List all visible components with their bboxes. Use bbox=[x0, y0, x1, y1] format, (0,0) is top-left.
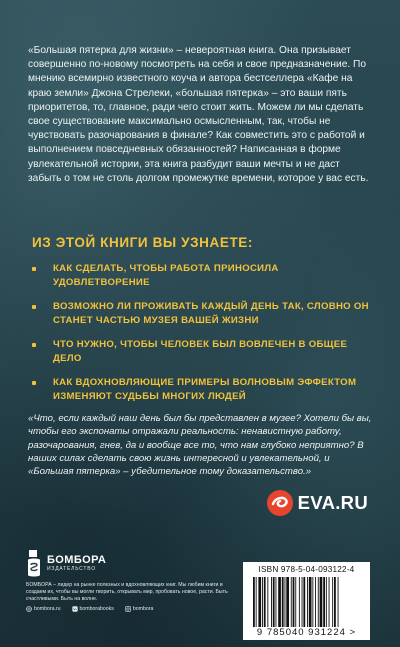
barcode-bar bbox=[276, 577, 277, 627]
learn-list-item bbox=[32, 376, 372, 404]
publisher-logo bbox=[26, 548, 106, 578]
barcode-bar bbox=[264, 577, 266, 627]
barcode-bar bbox=[295, 577, 296, 627]
barcode-bar bbox=[273, 577, 275, 627]
barcode-bar bbox=[262, 577, 263, 627]
barcode-bar bbox=[285, 577, 286, 627]
barcode-bar bbox=[315, 577, 316, 627]
barcode-bar bbox=[338, 577, 339, 627]
learn-list bbox=[32, 262, 372, 414]
publisher-name-block bbox=[47, 554, 106, 572]
learn-item-text: КАК СДЕЛАТЬ, ЧТОБЫ РАБОТА ПРИНОСИЛА УДОВЛЕТВОРЕНИЕ bbox=[53, 263, 279, 288]
bullet-icon bbox=[32, 381, 36, 385]
barcode-bar bbox=[267, 577, 268, 627]
publisher-subtitle: ИЗДАТЕЛЬСТВО bbox=[47, 566, 96, 572]
learn-list-item bbox=[32, 262, 372, 290]
barcode-bar bbox=[299, 577, 300, 627]
publisher-tagline: БОМБОРА – лидер на рынке полезных и вдохновляющих книг. Мы любим книги и создаем их, чтобы вы могли творить, открывать мир, пробовать новое, расти. Быть счастливыми. Быть на волне. bbox=[26, 582, 228, 602]
eva-logo bbox=[266, 488, 368, 518]
bullet-icon bbox=[32, 305, 36, 309]
barcode-bar bbox=[334, 577, 336, 627]
quote-paragraph: «Что, если каждый наш день был бы представлен в музее? Хотели бы вы, чтобы его экспонаты отражали реальность: ненавистную работу, разочарования, гнев, да и вообще все то, что нам глубоко неприятно? В наших силах сделать свою жизнь интересной и увлекательной, и «Большая пятерка» – убедительное тому доказательство.» bbox=[28, 413, 372, 478]
eva-brand-text: EVA.RU bbox=[297, 492, 368, 513]
barcode-bar bbox=[303, 577, 305, 627]
learn-heading: ИЗ ЭТОЙ КНИГИ ВЫ УЗНАЕТЕ: bbox=[32, 235, 254, 250]
barcode-bar bbox=[258, 577, 261, 627]
barcode-bar bbox=[291, 577, 292, 627]
learn-list-item bbox=[32, 300, 372, 328]
social-instagram[interactable] bbox=[125, 606, 153, 612]
barcode-bar bbox=[323, 577, 325, 627]
social-website-label: bombora.ru bbox=[34, 606, 61, 612]
bullet-icon bbox=[32, 267, 36, 271]
barcode-bar bbox=[329, 577, 330, 627]
instagram-icon bbox=[125, 606, 131, 612]
barcode-bar bbox=[307, 577, 308, 627]
vk-icon bbox=[72, 606, 78, 612]
social-vk[interactable] bbox=[72, 606, 114, 612]
learn-list-item bbox=[32, 338, 372, 366]
barcode-bar bbox=[253, 577, 255, 627]
social-website[interactable] bbox=[26, 606, 61, 612]
learn-item-text: ЧТО НУЖНО, ЧТОБЫ ЧЕЛОВЕК БЫЛ ВОВЛЕЧЕН В ОБЩЕЕ ДЕЛО bbox=[53, 339, 348, 364]
social-links bbox=[26, 606, 164, 612]
bullet-icon bbox=[32, 343, 36, 347]
barcode-bar bbox=[326, 577, 327, 627]
isbn-digits: 9 785040 931224 > bbox=[256, 627, 357, 638]
learn-item-text: КАК ВДОХНОВЛЯЮЩИЕ ПРИМЕРЫ ВОЛНОВЫМ ЭФФЕКТОМ ИЗМЕНЯЮТ СУДЬБЫ МНОГИХ ЛЮДЕЙ bbox=[53, 377, 357, 402]
barcode-bar bbox=[271, 577, 272, 627]
barcode-icon bbox=[253, 577, 363, 627]
barcode-bar bbox=[256, 577, 257, 627]
barcode-bar bbox=[302, 577, 303, 627]
barcode-bar bbox=[278, 577, 281, 627]
intro-paragraph: «Большая пятерка для жизни» – невероятная книга. Она призывает совершенно по-новому посмотреть на себя и свое предназначение. По мнению всемирно известного коуча и автора бестселлера «Кафе на краю земли» Джона Стрелеки, «большая пятерка» – это ваши пять приоритетов, то, главное, ради чего стоит жить. Можем ли мы сделать свое существование максимально осмысленным, так, чтобы не чувствовать разочарования в финале? Как совместить это с работой и выполнением повседневных обязанностей? Написанная в форме увлекательной истории, эта книга разбудит ваши мечты и не даст забыть о том не столь долгом промежутке времени, которое у вас есть. bbox=[28, 45, 369, 184]
learn-item-text: ВОЗМОЖНО ЛИ ПРОЖИВАТЬ КАЖДЫЙ ДЕНЬ ТАК, СЛОВНО ОН СТАНЕТ ЧАСТЬЮ МУЗЕЯ ВАШЕЙ ЖИЗНИ bbox=[53, 301, 369, 326]
barcode-bar bbox=[309, 577, 312, 627]
social-vk-label: bomborabooks bbox=[79, 606, 114, 612]
barcode-bar bbox=[332, 577, 333, 627]
barcode-bar bbox=[318, 577, 319, 627]
isbn-barcode-block bbox=[243, 562, 370, 640]
globe-icon bbox=[26, 606, 32, 612]
barcode-bar bbox=[312, 577, 313, 627]
barcode-bar bbox=[286, 577, 289, 627]
barcode-bar bbox=[293, 577, 295, 627]
isbn-label: ISBN 978-5-04-093122-4 bbox=[258, 565, 355, 574]
bombora-mark-icon bbox=[26, 548, 42, 578]
barcode-bar bbox=[282, 577, 284, 627]
eva-swirl-icon bbox=[266, 489, 294, 517]
social-instagram-label: bombora bbox=[132, 606, 154, 612]
publisher-name: БОМБОРА bbox=[47, 554, 107, 566]
barcode-bar bbox=[320, 577, 323, 627]
